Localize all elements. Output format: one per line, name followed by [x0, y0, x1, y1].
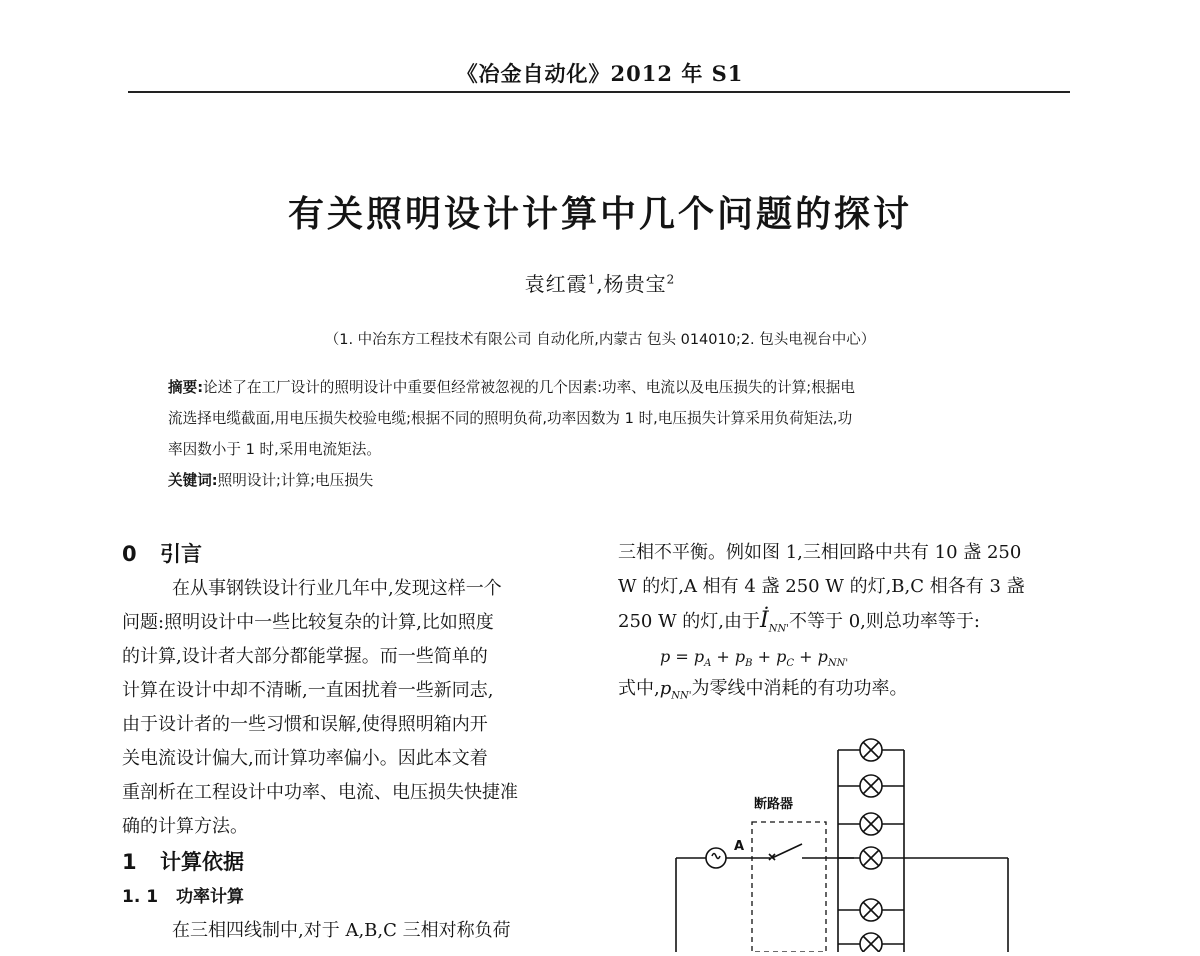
lamp-1 — [838, 739, 904, 761]
current-subscript: NN' — [768, 623, 789, 635]
power-symbol: p — [659, 678, 672, 699]
subsection-number: 1. 1 — [122, 887, 159, 907]
affiliation: （1. 中冶东方工程技术有限公司 自动化所,内蒙古 包头 014010;2. 包头电视台中心） — [324, 332, 876, 348]
formula-term: p — [660, 647, 671, 666]
text-span: 不等于 0,则总功率等于: — [788, 611, 980, 632]
lamp-4 — [838, 847, 904, 869]
text-span: 式中, — [618, 678, 660, 699]
text-span: 为零线中消耗的有功功率。 — [691, 678, 908, 699]
lamp-6 — [838, 933, 904, 952]
journal-header: 《冶金自动化》2012 年 S1 — [456, 61, 744, 86]
section-title: 引言 — [160, 542, 202, 566]
formula-term: p — [734, 647, 746, 666]
lamp-2 — [838, 775, 904, 797]
body-line — [618, 672, 1088, 706]
section-title: 计算依据 — [160, 850, 244, 874]
body-line: 在三相四线制中,对于 A,B,C 三相对称负荷 — [172, 920, 511, 941]
text-span: 250 W 的灯,由于 — [618, 611, 761, 632]
formula-sub: C — [786, 658, 794, 670]
source-wave — [712, 854, 720, 859]
section-number: 1 — [122, 850, 137, 874]
section-number: 0 — [122, 542, 137, 566]
subsection-heading-power — [122, 880, 582, 914]
right-column — [618, 536, 1088, 706]
body-line: 的计算,设计者大部分都能掌握。而一些简单的 — [122, 646, 488, 667]
lamp-5 — [838, 899, 904, 921]
author-1: 袁红霞 — [524, 272, 588, 296]
abstract-line: 流选择电缆截面,用电压损失校验电缆;根据不同的照明负荷,功率因数为 1 时,电压损失计算采用负荷矩法,功 — [168, 410, 853, 427]
authors — [0, 268, 1200, 297]
current-symbol: İ — [760, 608, 769, 633]
author-separator: , — [596, 272, 604, 296]
circuit-diagram — [668, 716, 1020, 952]
body-line: 计算在设计中却不清晰,一直困扰着一些新同志, — [122, 680, 494, 701]
abstract-label: 摘要: — [168, 379, 204, 396]
formula-sub: B — [745, 658, 753, 670]
keywords: 照明设计;计算;电压损失 — [217, 472, 374, 489]
abstract — [168, 372, 1048, 496]
author-2-affil: 2 — [666, 272, 676, 287]
body-line: 重剖析在工程设计中功率、电流、电压损失快捷准 — [122, 782, 518, 803]
author-1-affil: 1 — [587, 272, 597, 287]
formula-sub: NN' — [827, 658, 849, 670]
breaker-box — [752, 822, 826, 952]
circuit-figure — [668, 716, 1020, 956]
section-heading-basis — [122, 844, 582, 880]
body-line: 确的计算方法。 — [122, 816, 248, 837]
formula-sub: A — [704, 658, 712, 670]
body-line: 关电流设计偏大,而计算功率偏小。因此本文着 — [122, 748, 488, 769]
abstract-line: 率因数小于 1 时,采用电流矩法。 — [168, 441, 381, 458]
formula-op: = — [670, 647, 694, 666]
lamp-3 — [838, 813, 904, 835]
formula-term: p — [817, 647, 828, 666]
formula-term: p — [693, 647, 705, 666]
body-line: 问题:照明设计中一些比较复杂的计算,比如照度 — [122, 612, 494, 633]
body-line — [618, 604, 1088, 638]
header-rule — [128, 91, 1070, 93]
left-column — [122, 536, 582, 948]
body-line: 三相不平衡。例如图 1,三相回路中共有 10 盏 250 — [618, 542, 1022, 563]
author-2: 杨贵宝 — [603, 272, 667, 296]
formula-op: + — [752, 647, 777, 666]
power-subscript: NN' — [671, 690, 692, 702]
formula-op: + — [793, 647, 818, 666]
body-line: W 的灯,A 相有 4 盏 250 W 的灯,B,C 相各有 3 盏 — [618, 576, 1025, 597]
phase-label: A — [734, 839, 745, 854]
breaker-label: 断路器 — [754, 797, 794, 812]
paper-title: 有关照明设计计算中几个问题的探讨 — [287, 194, 912, 235]
body-line: 在从事钢铁设计行业几年中,发现这样一个 — [172, 578, 502, 599]
abstract-text: 论述了在工厂设计的照明设计中重要但经常被忽视的几个因素:功率、电流以及电压损失的计算;根据电 — [203, 379, 855, 396]
power-formula — [618, 638, 1088, 672]
breaker-contact — [772, 844, 802, 858]
section-heading-intro — [122, 536, 582, 572]
formula-term: p — [776, 647, 787, 666]
formula-op: + — [711, 647, 735, 666]
keywords-line — [168, 465, 1048, 496]
keywords-label: 关键词: — [168, 472, 218, 489]
source-symbol — [706, 848, 726, 868]
subsection-title: 功率计算 — [176, 887, 244, 907]
abstract-line — [168, 372, 1048, 403]
body-line: 由于设计者的一些习惯和误解,使得照明箱内开 — [122, 714, 488, 735]
